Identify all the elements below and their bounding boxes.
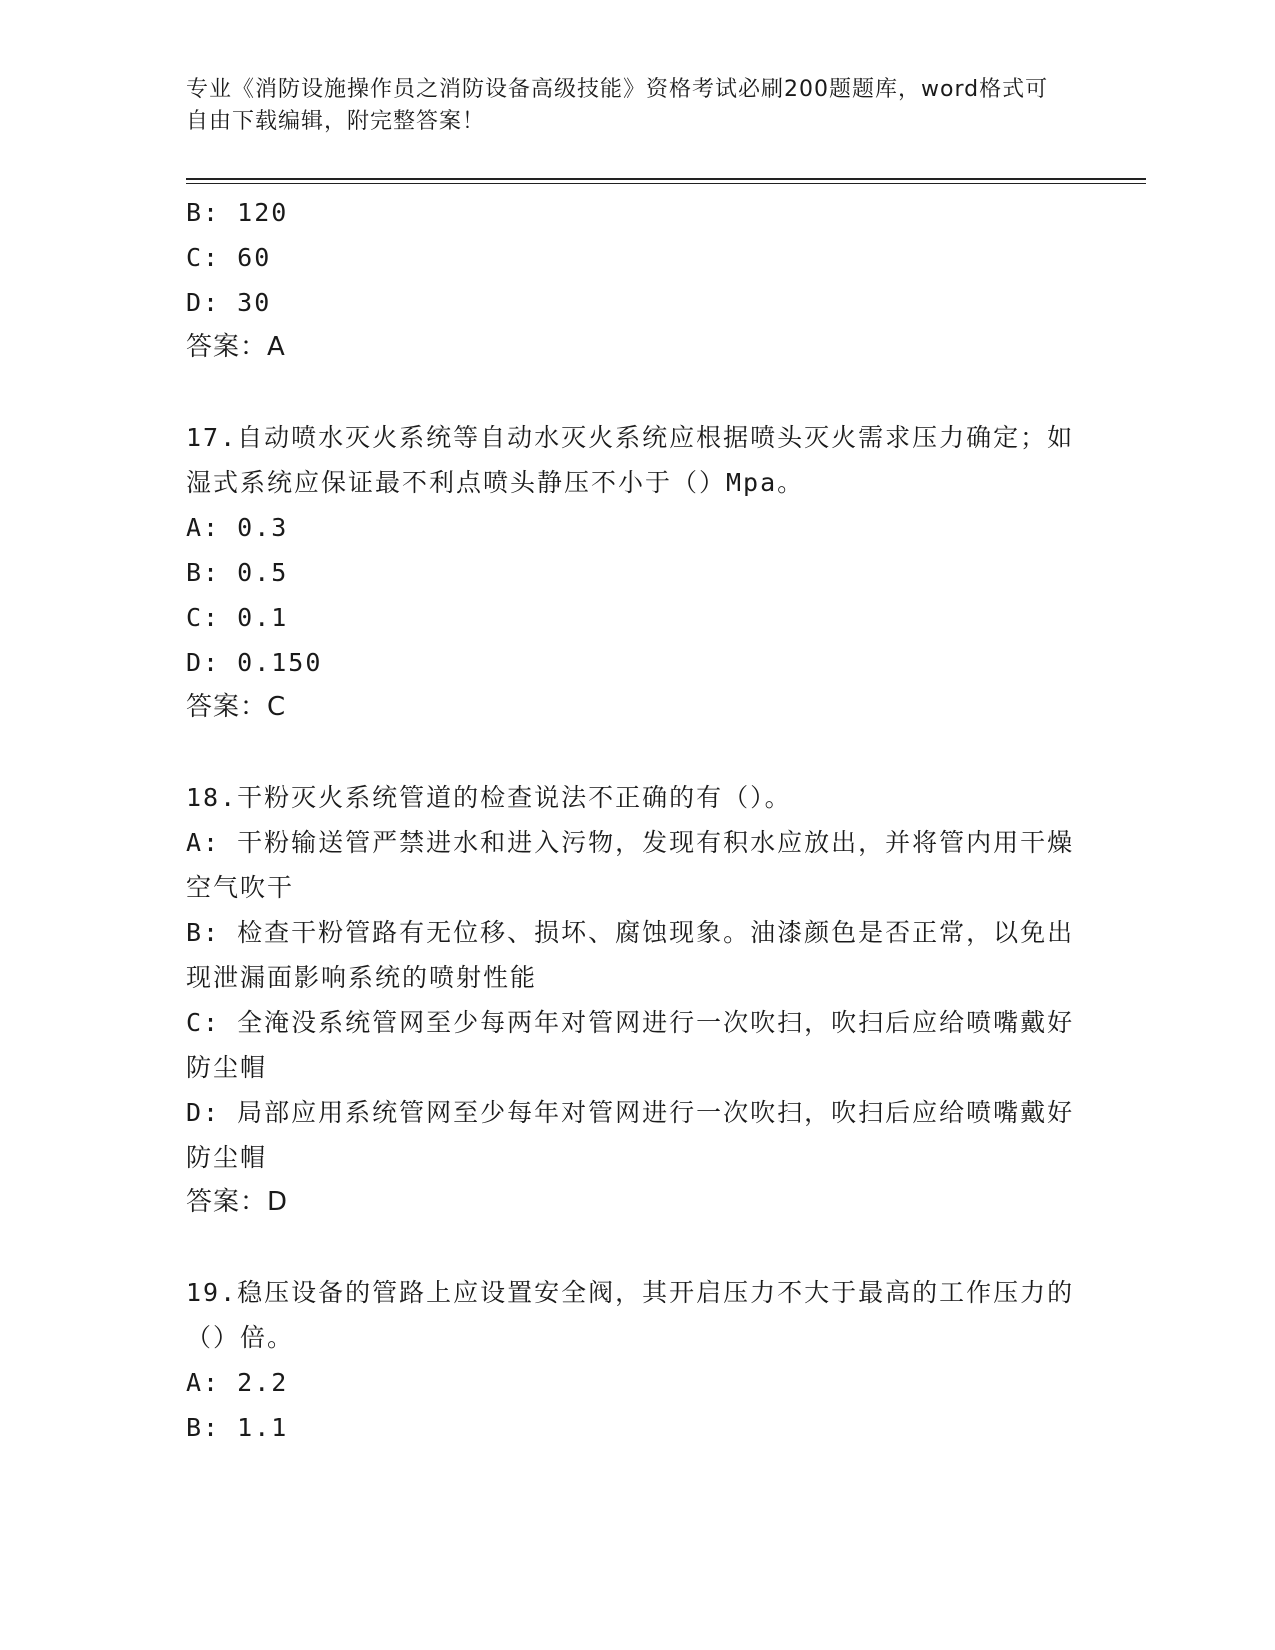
question-19 [186, 1270, 1086, 1450]
answer: 答案：A [186, 332, 286, 362]
prev-question [186, 190, 1086, 370]
spacer [186, 370, 1086, 415]
option-c: C: 60 [186, 243, 272, 272]
document-header: 专业《消防设施操作员之消防设备高级技能》资格考试必刷200题题库，word格式可自由下载编辑，附完整答案！ [186, 77, 1049, 134]
option-b: B: 1.1 [186, 1413, 289, 1442]
option-c: C: 全淹没系统管网至少每两年对管网进行一次吹扫，吹扫后应给喷嘴戴好防尘帽 [186, 1008, 1075, 1082]
option-a: A: 0.3 [186, 513, 289, 542]
option-a: A: 2.2 [186, 1368, 289, 1397]
option-d: D: 0.150 [186, 648, 323, 677]
option-b: B: 120 [186, 198, 289, 227]
question-stem: 17.自动喷水灭火系统等自动水灭火系统应根据喷头灭火需求压力确定；如湿式系统应保证最不利点喷头静压不小于（）Mpa。 [186, 423, 1075, 497]
spacer [186, 730, 1086, 775]
answer: 答案：C [186, 692, 287, 722]
question-stem: 19.稳压设备的管路上应设置安全阀，其开启压力不大于最高的工作压力的（）倍。 [186, 1278, 1075, 1352]
question-content [186, 190, 1086, 1450]
option-b: B: 0.5 [186, 558, 289, 587]
question-stem: 18.干粉灭火系统管道的检查说法不正确的有（）。 [186, 783, 792, 812]
question-18 [186, 775, 1086, 1225]
option-c: C: 0.1 [186, 603, 289, 632]
option-d: D: 30 [186, 288, 272, 317]
option-d: D: 局部应用系统管网至少每年对管网进行一次吹扫，吹扫后应给喷嘴戴好防尘帽 [186, 1098, 1075, 1172]
option-b: B: 检查干粉管路有无位移、损坏、腐蚀现象。油漆颜色是否正常，以免出现泄漏面影响系统的喷射性能 [186, 918, 1075, 992]
header-divider-thin [186, 183, 1146, 184]
option-a: A: 干粉输送管严禁进水和进入污物，发现有积水应放出，并将管内用干燥空气吹干 [186, 828, 1075, 902]
spacer [186, 1225, 1086, 1270]
answer: 答案：D [186, 1187, 289, 1217]
question-17 [186, 415, 1086, 730]
header-divider [186, 178, 1146, 180]
